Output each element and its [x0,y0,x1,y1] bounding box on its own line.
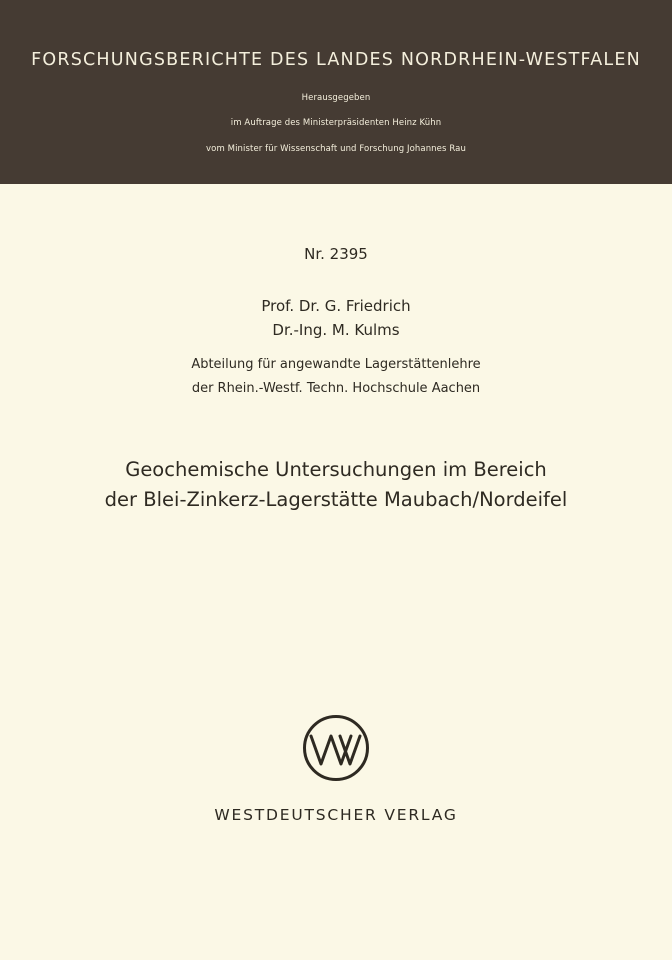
publisher-name: WESTDEUTSCHER VERLAG [214,806,458,824]
author-2: Dr.-Ing. M. Kulms [272,321,400,339]
author-1: Prof. Dr. G. Friedrich [261,297,411,315]
series-title: FORSCHUNGSBERICHTE DES LANDES NORDRHEIN-WESTFALEN [31,50,641,70]
book-title-line-1: Geochemische Untersuchungen im Bereich [125,458,547,481]
report-number: Nr. 2395 [304,245,368,263]
editor-line-1: Herausgegeben [301,93,371,103]
institution-line-1: Abteilung für angewandte Lagerstättenlehre [191,357,481,372]
book-title-line-2: der Blei-Zinkerz-Lagerstätte Maubach/Nordeifel [104,488,568,511]
series-header-band [0,0,672,184]
editor-line-2: im Auftrage des Ministerpräsidenten Heinz Kühn [230,118,442,128]
wv-publisher-logo-icon [302,714,370,782]
institution-line-2: der Rhein.-Westf. Techn. Hochschule Aachen [191,381,481,396]
editor-line-3: vom Minister für Wissenschaft und Forschung Johannes Rau [206,144,466,154]
